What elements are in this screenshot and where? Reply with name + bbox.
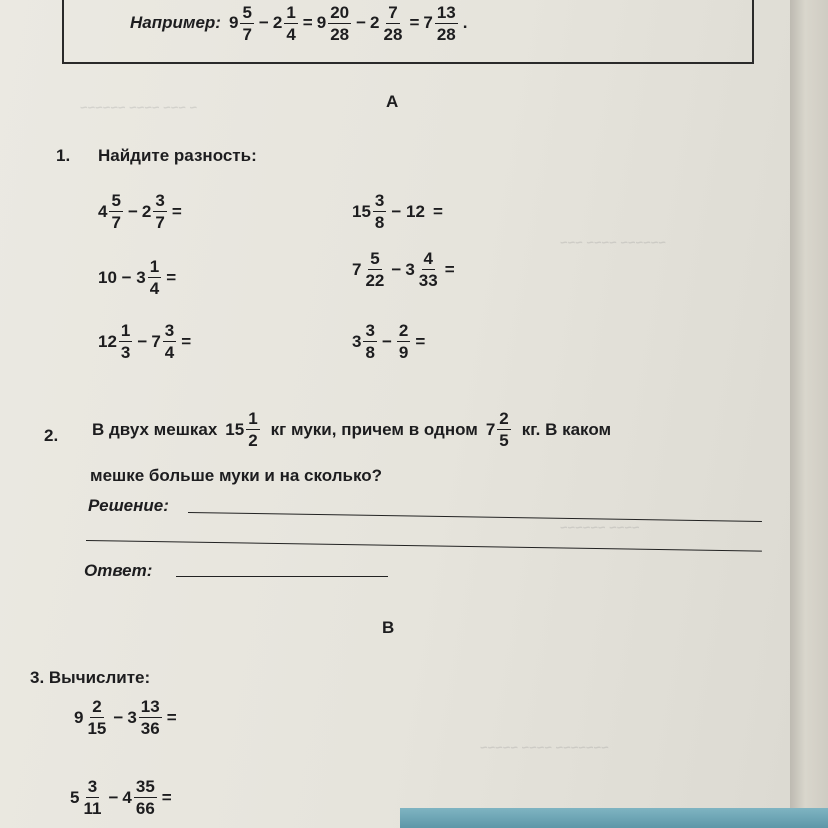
text: . [462, 13, 468, 32]
task-1-number: 1. [56, 146, 71, 165]
task-1-expression-4 [352, 250, 459, 289]
task-2-number: 2. [44, 426, 59, 445]
operator: = [432, 201, 443, 221]
fraction [134, 778, 157, 817]
fraction [284, 4, 297, 43]
fraction [81, 778, 103, 817]
fraction-denominator: 7 [111, 213, 121, 232]
fraction-denominator: 28 [383, 24, 403, 44]
fraction [163, 322, 176, 361]
fraction [119, 322, 132, 361]
bleed-through-text: ~~~~~~~ ~~~~ ~~~~~ [480, 740, 609, 755]
fraction-denominator: 9 [398, 343, 409, 362]
whole-number: 4 [122, 787, 132, 807]
operator: = [444, 259, 455, 279]
whole-number: 9 [74, 707, 84, 727]
bleed-through-text: ~~~~~~ ~~~~ ~~~ [560, 235, 666, 250]
fraction [417, 250, 440, 289]
section-label-a: А [386, 92, 399, 111]
operator: − [127, 201, 138, 221]
fraction-denominator: 7 [242, 24, 252, 44]
whole-number: 2 [141, 201, 152, 221]
fraction-numerator: 2 [92, 697, 102, 716]
section-label-b: В [382, 618, 395, 637]
fraction [240, 4, 253, 43]
whole-number: 7 [151, 331, 161, 351]
example-label: Например: [130, 13, 221, 32]
task-3-expression-2 [70, 778, 176, 817]
fraction-numerator: 1 [286, 2, 296, 22]
fraction-numerator: 2 [499, 409, 509, 428]
task-3-title: 3. Вычислите: [30, 668, 151, 687]
fraction-denominator: 33 [418, 271, 438, 290]
fraction-numerator: 1 [248, 409, 258, 428]
fraction [497, 410, 510, 449]
page-edge [790, 0, 828, 828]
fraction-denominator: 22 [365, 271, 385, 290]
operator: − [356, 13, 367, 32]
whole-number: 15 [225, 419, 245, 439]
task-1-expression-1 [98, 192, 186, 231]
fraction [435, 4, 458, 43]
text: кг. В каком [521, 419, 612, 439]
fraction [363, 250, 386, 289]
text: кг муки, причем в одном [270, 419, 478, 439]
fraction-numerator: 13 [436, 2, 456, 22]
whole-number: 2 [272, 13, 283, 32]
operator: = [181, 331, 192, 351]
operator: = [171, 201, 182, 221]
fraction [363, 322, 376, 361]
whole-number: 10 − 3 [98, 267, 146, 287]
operator: − [381, 331, 392, 351]
fraction-denominator: 2 [248, 431, 258, 450]
fraction-numerator: 3 [87, 777, 98, 796]
fraction-denominator: 7 [155, 213, 165, 232]
fraction [85, 698, 108, 737]
fraction-numerator: 20 [330, 2, 350, 22]
fraction-numerator: 1 [120, 321, 131, 340]
bleed-through-text: ~ ~~~ ~~~~ ~~~~~~ [80, 100, 198, 115]
fraction-denominator: 4 [286, 24, 296, 44]
operator: = [166, 707, 177, 727]
fraction-denominator: 8 [365, 343, 375, 362]
fraction [382, 4, 405, 43]
fraction-numerator: 3 [155, 191, 165, 210]
fraction [139, 698, 162, 737]
bleed-through-text: ~~~~ ~~~~~~ [560, 520, 640, 535]
fraction-denominator: 28 [330, 24, 350, 44]
fraction-numerator: 1 [149, 257, 160, 276]
answer-line[interactable] [176, 576, 388, 577]
task-1-expression-6 [352, 322, 429, 361]
fraction [148, 258, 161, 297]
fraction-numerator: 3 [365, 321, 375, 340]
fraction-numerator: 5 [242, 2, 252, 22]
task-3-expression-1 [74, 698, 181, 737]
fraction-denominator: 66 [135, 799, 155, 818]
fraction-denominator: 8 [374, 213, 385, 232]
fraction-numerator: 13 [140, 697, 160, 716]
operator: − 12 [391, 201, 425, 221]
answer-label: Ответ: [84, 561, 153, 580]
operator: = [415, 331, 426, 351]
fraction-numerator: 35 [135, 777, 155, 796]
operator: − [113, 707, 124, 727]
whole-number: 5 [70, 787, 80, 807]
fraction-numerator: 4 [423, 249, 433, 268]
fraction [328, 4, 351, 43]
fraction-numerator: 3 [164, 321, 175, 340]
whole-number: 9 [316, 13, 327, 32]
whole-number: 2 [370, 13, 380, 32]
fraction-denominator: 3 [120, 343, 131, 362]
fraction-denominator: 4 [164, 343, 175, 362]
fraction-denominator: 28 [436, 24, 456, 44]
task-2-text-line-2: мешке больше муки и на сколько? [90, 466, 383, 485]
operator: = [161, 787, 172, 807]
whole-number: 3 [127, 707, 137, 727]
whole-number: 12 [98, 331, 117, 351]
fraction [397, 322, 410, 361]
task-2-text-line-1 [92, 410, 611, 449]
fraction-denominator: 11 [83, 799, 102, 818]
solution-label: Решение: [88, 496, 169, 515]
whole-number: 4 [98, 201, 108, 221]
fraction [373, 192, 386, 231]
fraction-denominator: 4 [149, 279, 160, 298]
whole-number: 15 [352, 201, 371, 221]
operator: − [108, 787, 119, 807]
desk-object [400, 808, 828, 828]
whole-number: 7 [352, 259, 362, 279]
operator: − [391, 259, 402, 279]
whole-number: 9 [228, 13, 239, 32]
task-1-expression-5 [98, 322, 195, 361]
task-1-expression-2 [352, 192, 447, 231]
task-1-expression-3 [98, 258, 180, 297]
fraction-numerator: 7 [388, 2, 398, 22]
operator: − [258, 13, 269, 32]
operator: = [166, 267, 177, 287]
fraction-numerator: 3 [374, 191, 385, 210]
fraction-numerator: 5 [370, 249, 380, 268]
operator: = [409, 13, 420, 32]
task-1-title: Найдите разность: [98, 146, 257, 165]
fraction-denominator: 5 [499, 431, 509, 450]
whole-number: 7 [423, 13, 433, 32]
whole-number: 7 [485, 419, 496, 439]
text: В двух мешках [92, 419, 218, 439]
example-expression [130, 0, 468, 46]
operator: − [137, 331, 148, 351]
fraction [246, 410, 259, 449]
fraction-denominator: 15 [87, 719, 107, 738]
fraction [153, 192, 166, 231]
fraction-numerator: 5 [111, 191, 121, 210]
operator: = [302, 13, 313, 32]
fraction-denominator: 36 [140, 719, 160, 738]
whole-number: 3 [405, 259, 415, 279]
fraction-numerator: 2 [398, 321, 409, 340]
whole-number: 3 [352, 331, 362, 351]
fraction [109, 192, 122, 231]
